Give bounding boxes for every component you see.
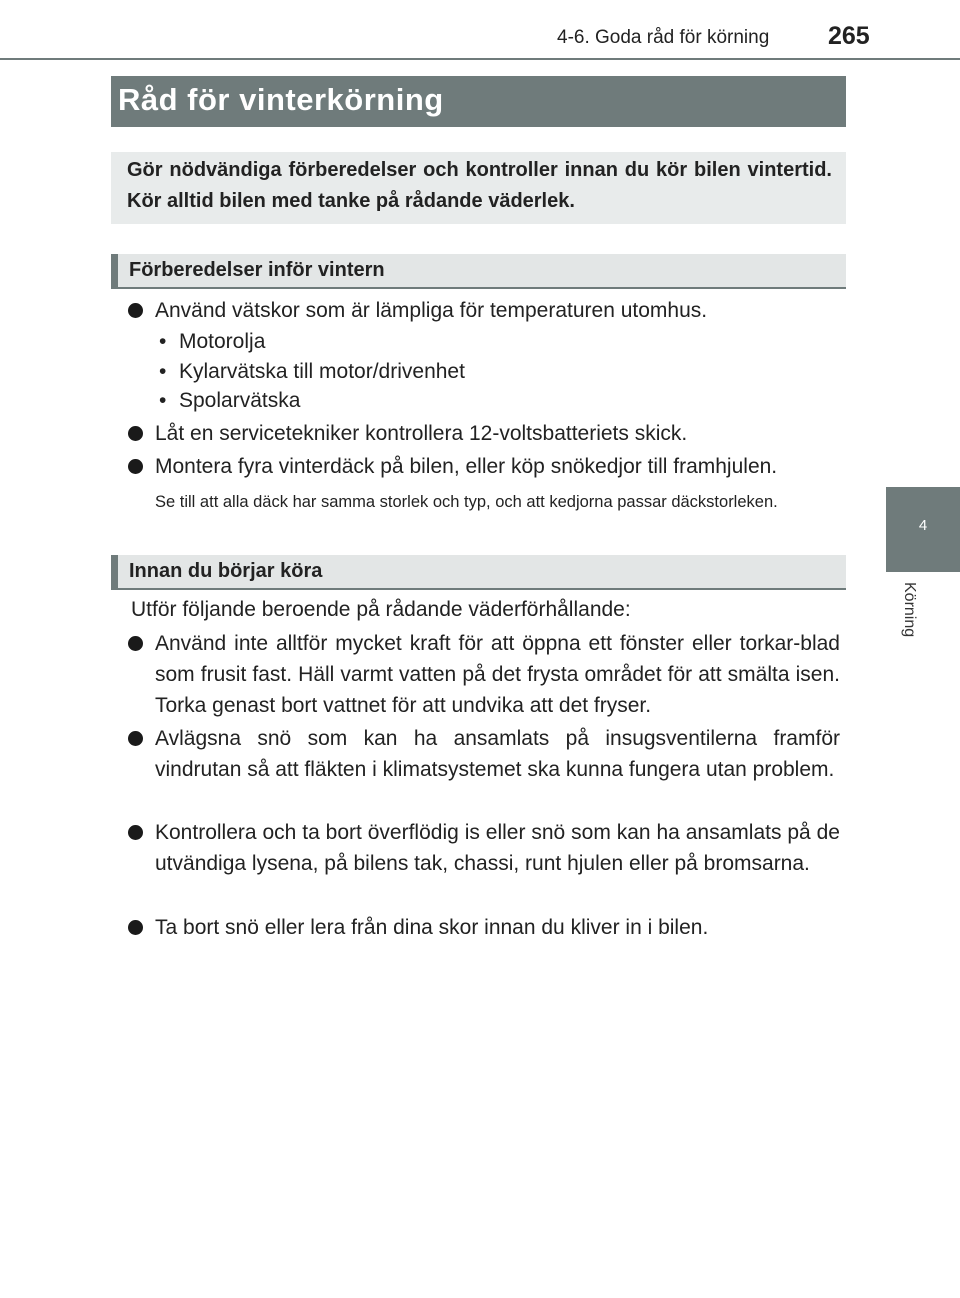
section-heading-before-driving — [111, 555, 846, 590]
section-heading-label: Innan du börjar köra — [129, 560, 323, 582]
bullet-dot-icon — [128, 636, 143, 651]
page-title: Råd för vinterkörning — [118, 82, 444, 117]
intro-text: Gör nödvändiga förberedelser och kontroller innan du kör bilen vintertid. Kör alltid bilen med tanke på rådande väderlek. — [127, 159, 832, 212]
section-heading-bar — [111, 254, 118, 287]
chapter-number: 4 — [918, 517, 928, 534]
section-heading-bar — [111, 555, 118, 588]
chapter-tab — [886, 487, 960, 572]
sub-list-item-text: Spolarvätska — [179, 389, 301, 412]
note-text: Se till att alla däck har samma storlek och typ, och att kedjorna passar däckstorleken. — [155, 493, 778, 511]
list-item — [128, 418, 840, 449]
list-item — [128, 451, 840, 482]
intro-box — [111, 152, 846, 224]
section-heading-label: Förberedelser inför vintern — [129, 259, 385, 281]
bullet-dot-icon — [128, 426, 143, 441]
page-title-bar — [111, 76, 846, 127]
header-section-title: 4-6. Goda råd för körning — [557, 27, 770, 48]
section-intro-text: Utför följande beroende på rådande väderförhållande: — [131, 598, 631, 621]
sub-list-item: • Kylarvätska till motor/drivenhet — [159, 360, 465, 383]
list-item-text: Montera fyra vinterdäck på bilen, eller köp snökedjor till framhjulen. — [155, 455, 778, 478]
list-item — [128, 912, 840, 943]
list-item — [128, 295, 840, 326]
list-item-text: Ta bort snö eller lera från dina skor innan du kliver in i bilen. — [155, 916, 709, 939]
bullet-dot-icon — [128, 459, 143, 474]
page-number: 265 — [828, 22, 870, 50]
bullet-dot-icon — [128, 825, 143, 840]
sub-list-item-text: Kylarvätska till motor/drivenhet — [179, 360, 465, 383]
bullet-dot-icon — [128, 303, 143, 318]
list-item-text: Använd inte alltför mycket kraft för att öppna ett fönster eller torkar-blad som frusit fast. Häll varmt vatten på det frysta området för att smälta isen. Torka genast bort vattnet för att undvika att det fryser. — [155, 632, 840, 717]
bullet-dot-icon — [128, 731, 143, 746]
section-heading-preparations — [111, 254, 846, 289]
bullet-dot-icon — [128, 920, 143, 935]
list-item-text: Kontrollera och ta bort överflödig is eller snö som kan ha ansamlats på de utvändiga lysena, på bilens tak, chassi, runt hjulen eller på bromsarna. — [155, 821, 840, 875]
list-item-text: Använd vätskor som är lämpliga för temperaturen utomhus. — [155, 299, 708, 322]
list-item — [128, 628, 840, 721]
list-item-text: Låt en servicetekniker kontrollera 12-voltsbatteriets skick. — [155, 422, 688, 445]
list-item — [128, 817, 840, 879]
header-rule — [0, 58, 960, 60]
sub-list-item-text: Motorolja — [179, 330, 266, 353]
list-item — [128, 723, 840, 785]
chapter-label: Körning — [901, 582, 918, 638]
list-item-text: Avlägsna snö som kan ha ansamlats på insugsventilerna framför vindrutan så att fläkten i klimatsystemet ska kunna fungera utan problem. — [155, 727, 840, 781]
sub-list-item: • Motorolja — [159, 330, 266, 353]
sub-list-item: • Spolarvätska — [159, 389, 301, 412]
